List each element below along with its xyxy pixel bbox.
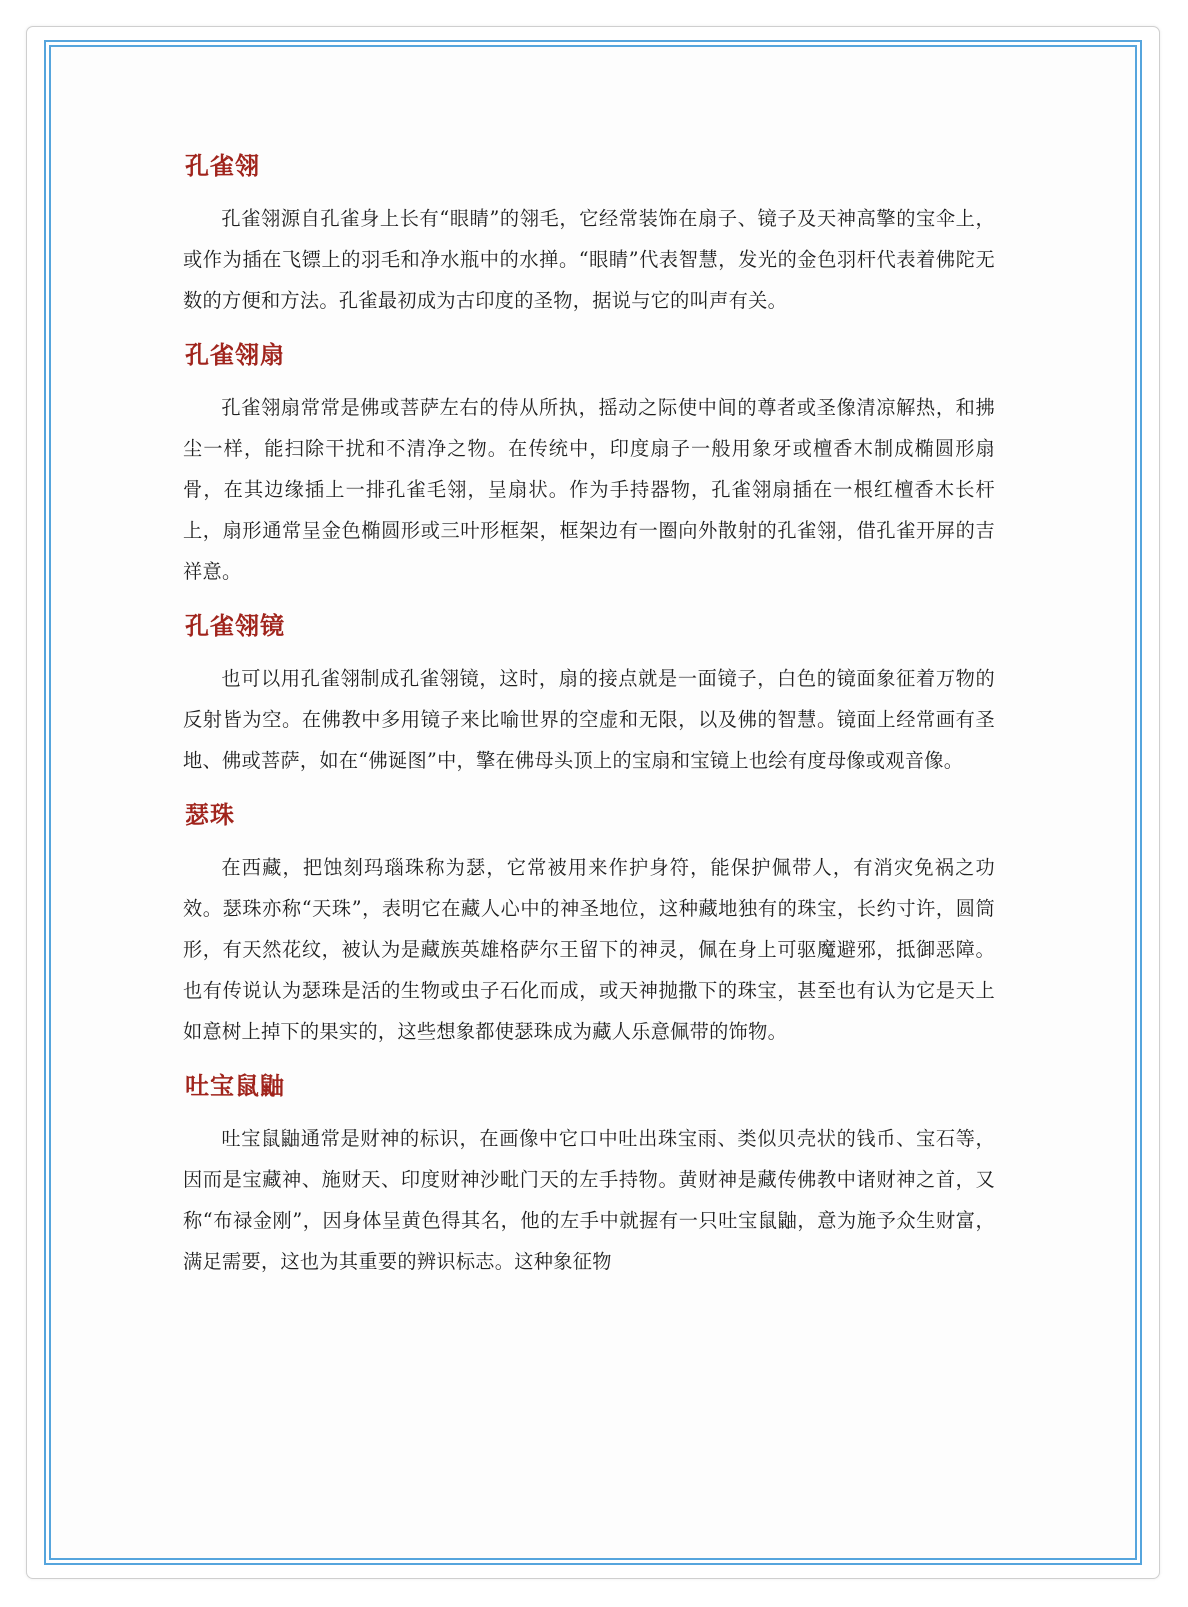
section-peacock-feather — [183, 150, 995, 321]
section-title: 孔雀翎 — [185, 152, 260, 180]
section-jewel-mongoose — [183, 1070, 995, 1282]
section-body: 孔雀翎源自孔雀身上长有“眼睛”的翎毛，它经常装饰在扇子、镜子及天神高擎的宝伞上，或作为插在飞镖上的羽毛和净水瓶中的水掸。“眼睛”代表智慧，发光的金色羽杆代表着佛陀无数的方便和方法。孔雀最初成为古印度的圣物，据说与它的叫声有关。 — [183, 207, 995, 312]
section-body: 孔雀翎扇常常是佛或菩萨左右的侍从所执，摇动之际使中间的尊者或圣像清凉解热，和拂尘一样，能扫除干扰和不清净之物。在传统中，印度扇子一般用象牙或檀香木制成椭圆形扇骨，在其边缘插上一排孔雀毛翎，呈扇状。作为手持器物，孔雀翎扇插在一根红檀香木长杆上，扇形通常呈金色椭圆形或三叶形框架，框架边有一圈向外散射的孔雀翎，借孔雀开屏的吉祥意。 — [183, 396, 995, 583]
section-dzi-bead — [183, 799, 995, 1052]
section-body: 吐宝鼠鼬通常是财神的标识，在画像中它口中吐出珠宝雨、类似贝壳状的钱币、宝石等，因而是宝藏神、施财天、印度财神沙毗门天的左手持物。黄财神是藏传佛教中诸财神之首，又称“布禄金刚”，因身体呈黄色得其名，他的左手中就握有一只吐宝鼠鼬，意为施予众生财富，满足需要，这也为其重要的辨识标志。这种象征物 — [183, 1127, 995, 1273]
section-title: 吐宝鼠鼬 — [185, 1072, 285, 1100]
section-peacock-fan — [183, 339, 995, 592]
section-title: 孔雀翎镜 — [185, 612, 285, 640]
section-title: 瑟珠 — [185, 801, 235, 829]
document-content — [183, 150, 995, 1300]
section-body: 也可以用孔雀翎制成孔雀翎镜，这时，扇的接点就是一面镜子，白色的镜面象征着万物的反射皆为空。在佛教中多用镜子来比喻世界的空虚和无限，以及佛的智慧。镜面上经常画有圣地、佛或菩萨，如在“佛诞图”中，擎在佛母头顶上的宝扇和宝镜上也绘有度母像或观音像。 — [183, 667, 995, 772]
section-body: 在西藏，把蚀刻玛瑙珠称为瑟，它常被用来作护身符，能保护佩带人，有消灾免祸之功效。瑟珠亦称“天珠”，表明它在藏人心中的神圣地位，这种藏地独有的珠宝，长约寸许，圆筒形，有天然花纹，被认为是藏族英雄格萨尔王留下的神灵，佩在身上可驱魔避邪，抵御恶障。也有传说认为瑟珠是活的生物或虫子石化而成，或天神抛撒下的珠宝，甚至也有认为它是天上如意树上掉下的果实的，这些想象都使瑟珠成为藏人乐意佩带的饰物。 — [183, 856, 995, 1043]
section-peacock-mirror — [183, 610, 995, 781]
section-title: 孔雀翎扇 — [185, 341, 285, 369]
